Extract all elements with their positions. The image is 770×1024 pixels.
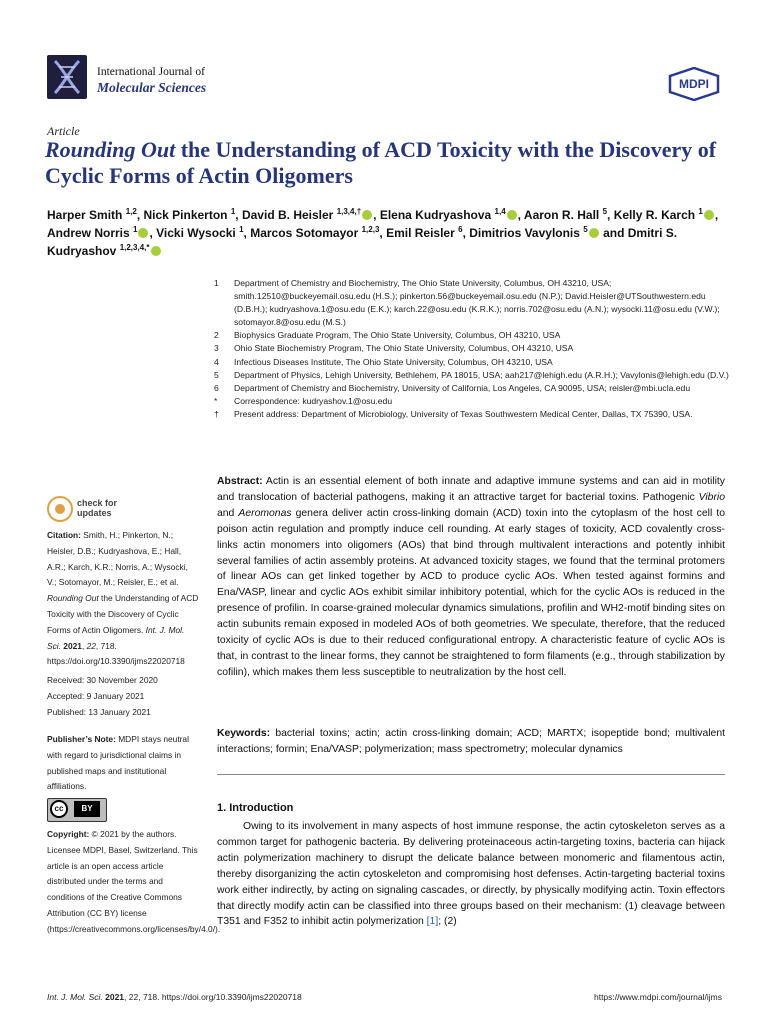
journal-name-line2: Molecular Sciences [97, 80, 207, 95]
affiliation-item [214, 277, 734, 329]
cc-by-license-badge[interactable] [47, 798, 107, 822]
author-name[interactable]: Harper Smith [47, 208, 126, 222]
author-affiliation-sup: 1 [698, 207, 703, 216]
reference-link[interactable]: [1] [426, 916, 439, 928]
abstract: Abstract: Actin is an essential element of both innate and adaptive immune systems and can aid in motility and translocation of bacterial pathogens, making it an attractive target for bacterial toxins. Pathogenic Vibrio and Aeromonas genera deliver actin cross-linking domain (ACD) toxin into the cytoplasm of the host cell to poison actin regulation and promptly induce cell rounding. At early stages of toxicity, ACD covalently cross-links actin monomers into oligomers (AOs) that bind through multivalent interactions and potently inhibit several families of actin assembly proteins. At advanced toxicity stages, we found that the terminal protomers of linear AOs can get linked together by ACD to produce cyclic AOs. When tested against formins and Ena/VASP, linear and cyclic AOs exhibit similar inhibitory potential, which for the cyclic AOs is reduced in the presence of profilin. In coarse-grained molecular dynamics simulations, profilin and WH2-motif binding sites on actin subunits remain exposed in modeled AOs of both geometries. We speculate, therefore, that the reduced toxicity of cyclic AOs is due to their reduced configurational entropy. A characteristic feature of cyclic AOs is that, in contrast to the linear forms, they cannot be straightened to form filaments (e.g., through stabilization by cofilin), which makes them less susceptible to neutralization by the host cell. [217, 476, 725, 678]
orcid-icon[interactable] [704, 210, 714, 220]
date-received: Received: 30 November 2020 [47, 675, 158, 685]
author-name[interactable]: Aaron R. Hall [523, 208, 603, 222]
article-title [45, 137, 735, 189]
journal-name-line1: International Journal of [97, 66, 205, 78]
date-published: Published: 13 January 2021 [47, 706, 151, 717]
article-type: Article [47, 124, 80, 138]
affiliation-number: * [214, 395, 218, 406]
affiliation-text: Ohio State Biochemistry Program, The Ohio State University, Columbus, OH 43210, USA [234, 343, 574, 354]
check-updates-line1: check for [77, 498, 118, 508]
author-affiliation-sup: 6 [458, 225, 463, 234]
abstract-label: Abstract: [217, 476, 263, 487]
journal-logo [47, 55, 87, 99]
footer-journal-url[interactable]: https://www.mdpi.com/journal/ijms [593, 992, 722, 1002]
date-accepted: Accepted: 9 January 2021 [47, 690, 145, 701]
author-affiliation-sup: 1 [239, 225, 244, 234]
affiliation-text: Present address: Department of Microbiology, University of Texas Southwestern Medical Center, Dallas, TX 75390, USA. [234, 408, 693, 419]
affiliation-number: 4 [214, 356, 219, 367]
keywords: Keywords: bacterial toxins; actin; actin cross-linking domain; ACD; MARTX; isopeptide bond; multivalent interactions; formin; Ena/VASP; polymerization; mass spectrometry; molecular dynamics [217, 728, 725, 755]
citation-label: Citation: [47, 530, 81, 540]
affiliation-text: Correspondence: kudryashov.1@osu.edu [234, 395, 393, 406]
authors-and: and [599, 226, 628, 240]
orcid-icon[interactable] [507, 210, 517, 220]
affiliation-item [214, 369, 734, 382]
author-affiliation-sup: 1,2,3 [361, 225, 380, 234]
check-updates-line2: updates [77, 508, 112, 518]
author-affiliation-sup: 5 [583, 225, 588, 234]
footer-citation: Int. J. Mol. Sci. 2021, 22, 718. https://doi.org/10.3390/ijms22020718 [47, 992, 302, 1002]
affiliation-number: 5 [214, 369, 219, 380]
affiliation-item [214, 382, 734, 395]
introduction-text: Owing to its involvement in many aspects of host immune response, the actin cytoskeleton serves as a common target for pathogenic bacteria. By delivering proteinaceous actin-targeting toxins, bacteria can hijack actin polymerization machinery to disrupt the delicate balance between monomeric and filamentous actin, thereby disorganizing the actin cytoskeleton and compromising host defenses. Actin-targeting bacterial toxins work either indirectly, by acting on signaling cascades, or directly, by physically modifying actin. Toxin effectors that directly modify actin can be classified into three groups based on their mechanism: (1) cleavage between T351 and F352 to inhibit actin polymerization [1]; (2) [217, 821, 725, 928]
affiliation-text: Department of Chemistry and Biochemistry, The Ohio State University, Columbus, OH 43210, USA; smith.12510@buckeyemail.osu.edu (H.S.); pinkerton.56@buckeyemail.osu.edu (N.P.); David.Heisler@UTSouthwestern.edu (D.B.H.); kudryashova.1@osu.edu (E.K.); karch.22@osu.edu (K.R.K.); norris.702@osu.edu (A.N.); wysocki.11@osu.edu (V.W.); sotomayor.8@osu.edu (M.S.) [234, 278, 720, 328]
keywords-label: Keywords: [217, 728, 271, 739]
affiliation-item [214, 356, 734, 369]
affiliation-item [214, 408, 734, 421]
affiliation-number: † [214, 408, 219, 419]
affiliation-number: 1 [214, 278, 219, 288]
affiliation-text: Infectious Diseases Institute, The Ohio State University, Columbus, OH 43210, USA [234, 356, 553, 367]
author-affiliation-sup: 5 [602, 207, 608, 216]
author-name[interactable]: Dimitrios Vavylonis [469, 226, 584, 240]
author-name[interactable]: Elena Kudryashova [379, 208, 495, 222]
author-name[interactable]: Andrew Norris [47, 226, 134, 240]
author-affiliation-sup: 1 [133, 225, 138, 234]
affiliation-number: 2 [214, 330, 219, 341]
orcid-icon[interactable] [589, 228, 599, 238]
introduction-heading: 1. Introduction [217, 802, 294, 814]
affiliation-item [214, 342, 734, 355]
mdpi-logo-text: MDPI [679, 77, 709, 91]
author-affiliation-sup: 1,2,3,4,* [119, 243, 150, 252]
section-divider [217, 774, 725, 775]
mdpi-logo[interactable] [668, 67, 720, 101]
cc-icon: cc [50, 800, 68, 818]
orcid-icon[interactable] [151, 246, 161, 256]
author-name[interactable]: Nick Pinkerton [143, 208, 231, 222]
affiliation-number: 3 [214, 343, 219, 354]
affiliations [214, 277, 734, 421]
citation-block: Citation: Smith, H.; Pinkerton, N.; Heisler, D.B.; Kudryashova, E.; Hall, A.R.; Karch, K.R.; Norris, A.; Wysocki, V.; Sotomayor, M.; Reisler, E.; et al. Rounding Out the Understanding of ACD Toxicity with the Discovery of Cyclic Forms of Actin Oligomers. Int. J. Mol. Sci. 2021, 22, 718. https://doi.org/10.3390/ijms22020718 [47, 530, 199, 667]
author-name[interactable]: Kelly R. Karch [613, 208, 699, 222]
author-list: Harper Smith $^{1,2}$, Nick Pinkerton $^1$, David B. Heisler $^{1,3,4,\dagger}$ , Elena Kudryashova $^{1,4}$ , Aaron R. Hall $^5$, Kelly R. Karch $^1$ , Andrew Norris $^1$ , Vicki Wysocki $^1$, Marcos Sotomayor $^{1,2,3}$, Emil Reisler $^6$, Dimitrios Vavylonis $^5$ and Dmitri S. Kudryashov $^{1,2,3,4,*}$ [47, 207, 719, 258]
copyright-block: Copyright: © 2021 by the authors. Licensee MDPI, Basel, Switzerland. This article is an open access article distributed under the terms and conditions of the Creative Commons Attribution (CC BY) license (https://creativecommons.org/licenses/by/4.0/). [47, 829, 221, 934]
author-name[interactable]: David B. Heisler [241, 208, 337, 222]
author-name[interactable]: Emil Reisler [386, 226, 459, 240]
author-affiliation-sup: 1 [230, 207, 236, 216]
check-updates-icon [47, 496, 73, 522]
check-for-updates-button[interactable] [47, 496, 167, 524]
affiliation-text: Department of Chemistry and Biochemistry, University of California, Los Angeles, CA 90095, USA; reisler@mbi.ucla.edu [234, 382, 691, 393]
author-affiliation-sup: 1,2 [125, 207, 137, 216]
affiliation-number: 6 [214, 382, 219, 393]
title-rest: the Understanding of ACD Toxicity with the Discovery of Cyclic Forms of Actin Oligomers [45, 137, 717, 188]
affiliation-item [214, 395, 734, 408]
affiliation-text: Department of Physics, Lehigh University, Bethlehem, PA 18015, USA; aah217@lehigh.edu (A.R.H.); Vavylonis@lehigh.edu (D.V.) [234, 369, 729, 380]
publication-dates [47, 673, 199, 720]
author-affiliation-sup: 1,4 [494, 207, 506, 216]
affiliation-text: Biophysics Graduate Program, The Ohio State University, Columbus, OH 43210, USA [234, 330, 561, 341]
publisher-note: Publisher’s Note: MDPI stays neutral with regard to jurisdictional claims in published maps and institutional affiliations. [47, 734, 189, 792]
title-italic: Rounding Out [45, 137, 176, 162]
author-affiliation-sup: 1,3,4,† [336, 207, 362, 216]
by-icon: BY [74, 801, 100, 817]
author-name[interactable]: Marcos Sotomayor [250, 226, 362, 240]
author-name[interactable]: Dmitri S. Kudryashov [47, 226, 678, 258]
orcid-icon[interactable] [138, 228, 148, 238]
author-name[interactable]: Vicki Wysocki [156, 226, 240, 240]
affiliation-item [214, 329, 734, 342]
orcid-icon[interactable] [362, 210, 372, 220]
